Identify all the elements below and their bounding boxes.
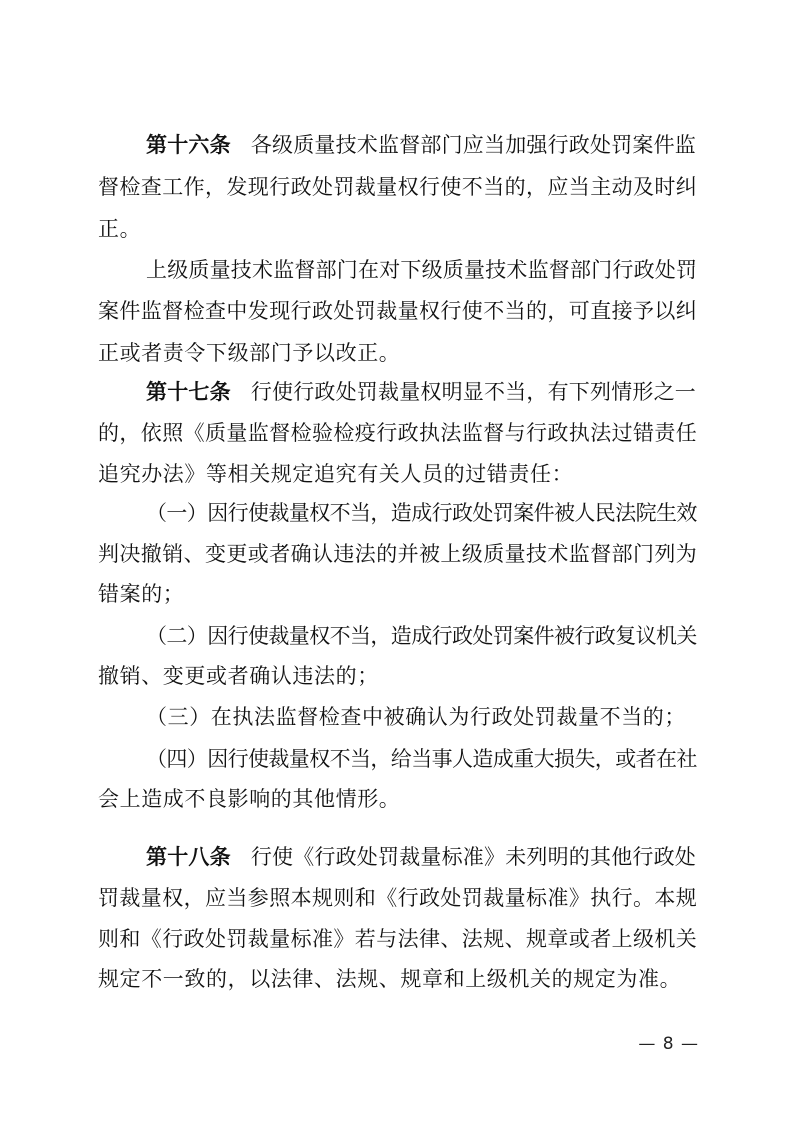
item-1-line-3: 错案的； [98, 582, 185, 606]
article-16-para-2-line-3: 正或者责令下级部门予以改正。 [98, 341, 401, 365]
article-18-line-3: 则和《行政处罚裁量标准》若与法律、法规、规章或者上级机关 [98, 927, 698, 951]
article-17-heading: 第十七条 [146, 380, 231, 404]
article-16-line-3: 正。 [98, 217, 142, 241]
article-18-heading: 第十八条 [146, 845, 231, 869]
article-16-line-1 [146, 131, 696, 159]
article-18-line-2: 罚裁量权，应当参照本规则和《行政处罚裁量标准》执行。本规 [98, 886, 698, 910]
article-16-line-2: 督检查工作，发现行政处罚裁量权行使不当的，应当主动及时纠 [98, 175, 698, 199]
article-17-line-3: 追究办法》等相关规定追究有关人员的过错责任： [98, 462, 574, 486]
item-1-line-2: 判决撤销、变更或者确认违法的并被上级质量技术监督部门列为 [98, 542, 698, 566]
item-3-line-1: （三）在执法监督检查中被确认为行政处罚裁量不当的； [146, 705, 686, 729]
item-2-line-2: 撤销、变更或者确认违法的； [98, 664, 379, 688]
article-17-line-1 [146, 378, 696, 406]
article-16-para-2-line-2: 案件监督检查中发现行政处罚裁量权行使不当的，可直接予以纠 [98, 299, 698, 323]
article-16-heading: 第十六条 [146, 133, 231, 157]
item-1-line-1: （一）因行使裁量权不当，造成行政处罚案件被人民法院生效 [146, 501, 697, 525]
article-18-text: 行使《行政处罚裁量标准》未列明的其他行政处 [250, 845, 697, 869]
item-4-line-1: （四）因行使裁量权不当，给当事人造成重大损失，或者在社 [146, 747, 697, 771]
article-17-line-2: 的，依照《质量监督检验检疫行政执法监督与行政执法过错责任 [98, 421, 698, 445]
article-18-line-4: 规定不一致的，以法律、法规、规章和上级机关的规定为准。 [98, 967, 682, 991]
page-number: — 8 — [638, 1034, 699, 1054]
item-4-line-2: 会上造成不良影响的其他情形。 [98, 787, 401, 811]
article-17-text: 行使行政处罚裁量权明显不当，有下列情形之一 [250, 380, 697, 404]
item-2-line-1: （二）因行使裁量权不当，造成行政处罚案件被行政复议机关 [146, 624, 697, 648]
article-18-line-1 [146, 843, 696, 871]
article-16-text: 各级质量技术监督部门应当加强行政处罚案件监 [250, 133, 697, 157]
article-16-para-2-line-1: 上级质量技术监督部门在对下级质量技术监督部门行政处罚 [146, 258, 698, 282]
